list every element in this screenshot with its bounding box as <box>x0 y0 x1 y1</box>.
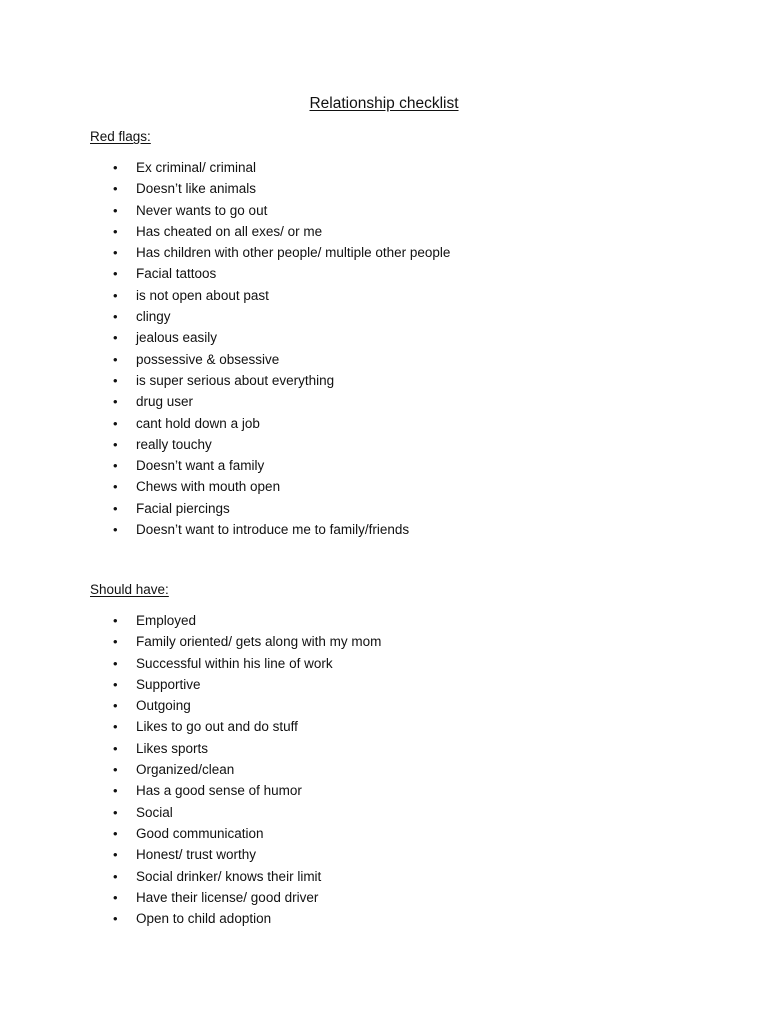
bullet-icon: • <box>113 911 118 927</box>
list-item-text: Honest/ trust worthy <box>136 847 257 863</box>
bullet-icon: • <box>113 287 118 303</box>
list-item-text: really touchy <box>136 436 212 452</box>
bullet-icon: • <box>113 309 118 325</box>
bullet-icon: • <box>113 613 118 628</box>
list-item-text: Doesn’t like animals <box>136 181 257 197</box>
bullet-icon: • <box>113 719 118 735</box>
list-item-text: Has children with other people/ multiple other people <box>136 245 451 261</box>
list-item-text: Supportive <box>136 676 201 692</box>
list-item-text: Doesn’t want a family <box>136 458 265 474</box>
list-item-text: Social <box>136 804 173 820</box>
list-item-text: cant hold down a job <box>136 415 260 431</box>
list-item-text: Has cheated on all exes/ or me <box>136 223 323 239</box>
bullet-icon: • <box>113 351 118 367</box>
list-item-text: Social drinker/ knows their limit <box>136 868 322 884</box>
list-item-text: Have their license/ good driver <box>136 889 319 905</box>
list-item-text: is not open about past <box>136 287 269 303</box>
bullet-icon: • <box>113 762 118 778</box>
bullet-icon: • <box>113 698 118 714</box>
list-item-text: Doesn’t want to introduce me to family/friends <box>136 522 410 538</box>
bullet-icon: • <box>113 500 118 516</box>
bullet-icon: • <box>113 825 118 841</box>
list-item-text: Ex criminal/ criminal <box>136 160 257 175</box>
bullet-icon: • <box>113 847 118 863</box>
bullet-icon: • <box>113 160 118 175</box>
list-item-text: Likes to go out and do stuff <box>136 719 298 735</box>
bullet-icon: • <box>113 266 118 282</box>
bullet-icon: • <box>113 436 118 452</box>
bullet-icon: • <box>113 223 118 239</box>
list-item-text: jealous easily <box>136 330 218 346</box>
document-title: Relationship checklist <box>309 95 459 112</box>
list-item-text: Facial tattoos <box>136 266 217 282</box>
bullet-icon: • <box>113 415 118 431</box>
bullet-icon: • <box>113 868 118 884</box>
list-item-text: possessive & obsessive <box>136 351 280 367</box>
bullet-icon: • <box>113 889 118 905</box>
bullet-icon: • <box>113 202 118 218</box>
list-item-text: Open to child adoption <box>136 911 272 927</box>
bullet-icon: • <box>113 458 118 474</box>
list-item-text: Has a good sense of humor <box>136 783 302 799</box>
bullet-icon: • <box>113 245 118 261</box>
bullet-icon: • <box>113 804 118 820</box>
list-item-text: Likes sports <box>136 740 209 756</box>
list-item-text: Good communication <box>136 825 264 841</box>
list-item-text: Employed <box>136 613 197 628</box>
list-item-text: Chews with mouth open <box>136 479 281 495</box>
list-item-text: Outgoing <box>136 698 191 714</box>
bullet-icon: • <box>113 479 118 495</box>
list-item-text: Organized/clean <box>136 762 235 778</box>
bullet-icon: • <box>113 394 118 410</box>
bullet-icon: • <box>113 634 118 650</box>
list-item-text: Family oriented/ gets along with my mom <box>136 634 382 650</box>
bullet-icon: • <box>113 181 118 197</box>
bullet-icon: • <box>113 676 118 692</box>
bullet-icon: • <box>113 740 118 756</box>
list-item-text: Facial piercings <box>136 500 230 516</box>
list-item-text: Never wants to go out <box>136 202 268 218</box>
bullet-icon: • <box>113 655 118 671</box>
list-item-text: Successful within his line of work <box>136 655 333 671</box>
list-item-text: clingy <box>136 309 171 325</box>
section-heading-red-flags: Red flags: <box>90 129 151 144</box>
list-item-text: is super serious about everything <box>136 372 335 388</box>
bullet-icon: • <box>113 522 118 538</box>
bullet-icon: • <box>113 372 118 388</box>
bullet-icon: • <box>113 783 118 799</box>
section-heading-should-have: Should have: <box>90 582 169 597</box>
bullet-icon: • <box>113 330 118 346</box>
list-item-text: drug user <box>136 394 194 410</box>
